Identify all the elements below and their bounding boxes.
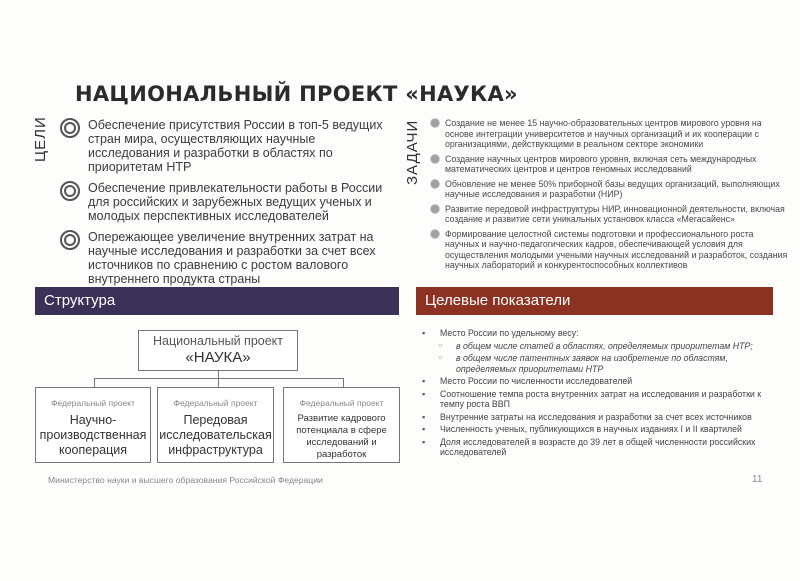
footer: Министерство науки и высшего образования Российской Федерации	[48, 475, 323, 485]
project-name: Научно-производственная кооперация	[39, 413, 147, 457]
bullet-icon	[431, 205, 439, 213]
bullet-icon: ▪	[422, 328, 426, 338]
root-line2: «НАУКА»	[185, 349, 251, 366]
indicator-item: Соотношение темпа роста внутренних затрат на исследования и разработки к темпу роста ВВП	[440, 388, 762, 409]
goal-item: Обеспечение присутствия России в топ-5 ведущих стран мира, осуществляющих научные исследования и разработки в областях по приоритетам НТР	[88, 118, 383, 174]
federal-project-box	[157, 387, 274, 463]
indicator-row	[422, 424, 787, 435]
task-item: Создание научных центров мирового уровня, включая сеть международных математических центров и центров геномных исследований	[445, 153, 757, 174]
task-row	[431, 229, 789, 271]
goal-row	[60, 181, 400, 223]
project-kind: Федеральный проект	[51, 398, 135, 408]
project-name: Развитие кадрового потенциала в сфере исследований и разработок	[296, 413, 387, 460]
goals-label: ЦЕЛИ	[32, 116, 49, 162]
indicator-row	[422, 341, 787, 352]
indicator-item: Место России по удельному весу:	[440, 328, 579, 338]
indicator-row	[422, 389, 787, 410]
bullet-icon: ▪	[422, 411, 426, 422]
project-kind: Федеральный проект	[299, 398, 384, 408]
goal-row	[60, 230, 400, 286]
root-line1: Национальный проект	[152, 334, 284, 348]
federal-project-box	[283, 387, 400, 463]
bullet-icon: ▪	[422, 424, 426, 434]
bullet-icon	[431, 155, 439, 163]
structure-header: Структура	[35, 287, 399, 315]
root-project-box	[138, 330, 298, 371]
bullet-icon: ▪	[422, 388, 426, 399]
indicator-row	[422, 376, 787, 387]
indicator-row	[422, 328, 787, 339]
goal-item: Обеспечение привлекательности работы в России для российских и зарубежных ведущих ученых и молодых перспективных исследователей	[88, 181, 383, 223]
task-row	[431, 154, 789, 175]
target-icon	[60, 230, 80, 250]
task-item: Создание не менее 15 научно-образовательных центров мирового уровня на основе интеграции университетов и научных организаций и их кооперации с организациями, действующими в реальном секторе экономики	[445, 118, 762, 149]
connector	[218, 378, 219, 387]
circle-bullet-icon: ○	[438, 340, 443, 350]
connector	[94, 378, 344, 387]
task-item: Обновление не менее 50% приборной базы ведущих организаций, выполняющих научные исследования и разработки (НИР)	[445, 178, 780, 199]
indicator-subitem: в общем числе статей в областях, определяемых приоритетам НТР;	[456, 340, 753, 351]
task-row	[431, 179, 789, 200]
circle-bullet-icon: ○	[438, 353, 443, 362]
target-icon	[60, 181, 80, 201]
task-row	[431, 204, 789, 225]
indicator-item: Численность ученых, публикующихся в научных изданиях I и II квартилей	[440, 424, 742, 434]
bullet-icon: ▪	[422, 436, 426, 447]
page-number: 11	[752, 474, 763, 485]
task-item: Формирование целостной системы подготовки и профессионального роста научных и научно-педагогических кадров, обеспечивающей условия для осуществления молодыми учеными научных исследований и разработок, создания научных лабораторий и конкурентоспособных коллективов	[445, 228, 788, 270]
project-kind: Федеральный проект	[173, 398, 258, 408]
bullet-icon	[431, 180, 439, 188]
task-item: Развитие передовой инфраструктуры НИР, инновационной деятельности, включая создание и развитие сети уникальных установок класса «Мегасайенс»	[445, 203, 785, 224]
bullet-icon: ▪	[422, 376, 426, 386]
tasks-list	[431, 118, 789, 271]
indicator-row	[422, 412, 787, 423]
indicator-item: Место России по численности исследователей	[440, 376, 633, 386]
project-name: Передовая исследовательская инфраструктура	[159, 413, 272, 457]
goal-item: Опережающее увеличение внутренних затрат на научные исследования и разработки за счет всех источников по сравнению с ростом валового внутреннего продукта страны	[88, 230, 376, 286]
federal-project-box	[35, 387, 151, 463]
indicator-row	[422, 437, 787, 458]
task-row	[431, 118, 789, 150]
page-title: НАЦИОНАЛЬНЫЙ ПРОЕКТ «НАУКА»	[75, 82, 518, 106]
goals-list	[60, 118, 400, 286]
indicator-item: Доля исследователей в возрасте до 39 лет в общей численности российских исследователей	[440, 436, 756, 457]
goal-row	[60, 118, 400, 174]
indicator-subitem: в общем числе патентных заявок на изобретение по областям, определяемых приоритетами НТР	[456, 353, 728, 374]
indicators-header: Целевые показатели	[416, 287, 773, 315]
indicator-item: Внутренние затраты на исследования и разработки за счет всех источников	[440, 411, 752, 422]
target-icon	[60, 118, 80, 138]
indicators-list	[422, 328, 787, 458]
tasks-label: ЗАДАЧИ	[404, 119, 421, 185]
indicator-row	[422, 353, 787, 374]
bullet-icon	[431, 230, 439, 238]
bullet-icon	[431, 119, 439, 127]
